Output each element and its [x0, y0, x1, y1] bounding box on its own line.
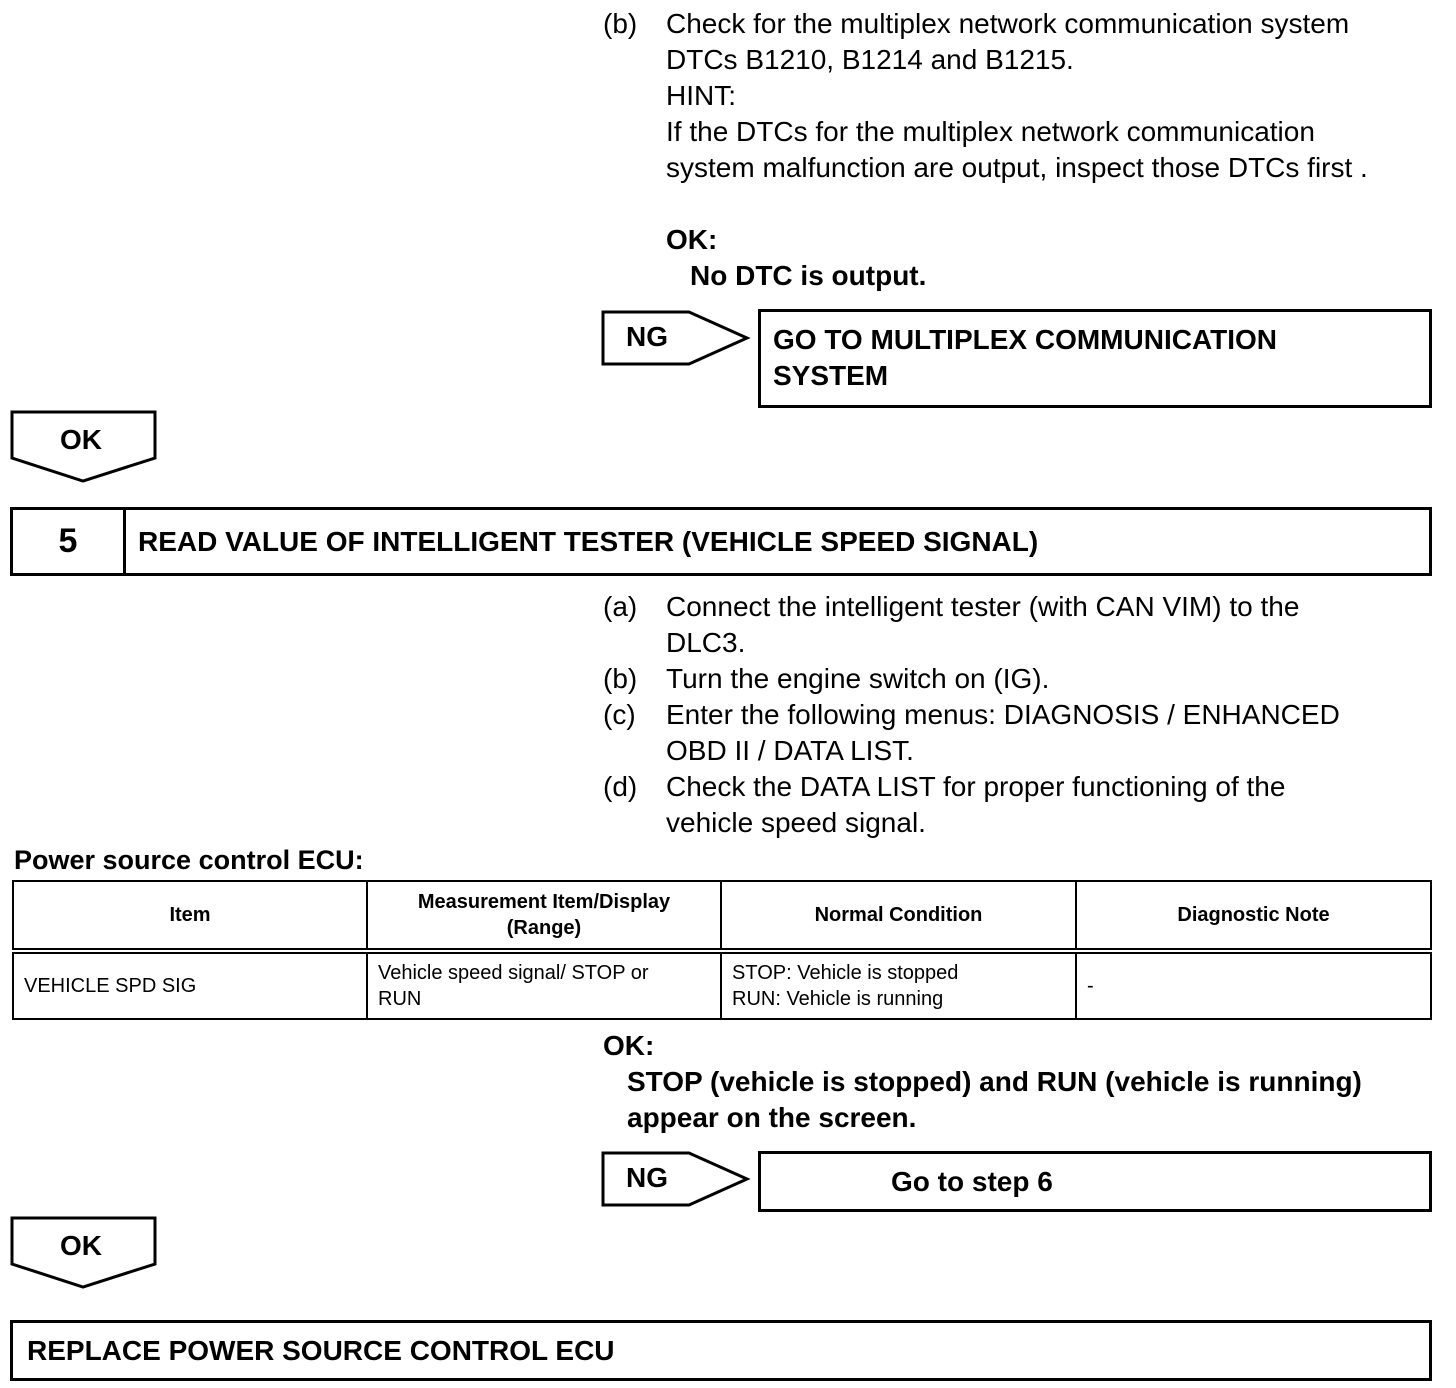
cell-text: RUN: Vehicle is running: [732, 988, 944, 1010]
final-action-title: REPLACE POWER SOURCE CONTROL ECU: [27, 1334, 615, 1366]
step-header: [10, 507, 1432, 576]
table-title: Power source control ECU:: [14, 845, 364, 875]
step-label: (b): [603, 8, 638, 39]
step-label: (d): [603, 771, 638, 802]
ng-arrow: [601, 310, 751, 366]
cell-text: STOP: Vehicle is stopped: [732, 962, 959, 984]
step-label: (a): [603, 591, 638, 622]
column-header-text: Measurement Item/Display: [417, 891, 671, 913]
step-number: 5: [13, 510, 126, 573]
step-title: READ VALUE OF INTELLIGENT TESTER (VEHICLE SPEED SIGNAL): [138, 525, 1039, 557]
ng-arrow-label: NG: [626, 321, 668, 352]
instruction-line: DTCs B1210, B1214 and B1215.: [666, 44, 1074, 75]
table-cell: [721, 951, 1076, 1019]
hint-label: HINT:: [666, 80, 736, 111]
instruction-line: OBD II / DATA LIST.: [666, 735, 914, 766]
instruction-line: Turn the engine switch on (IG).: [666, 663, 1050, 694]
ng-result-text: Go to step 6: [891, 1166, 1053, 1197]
cell-text: RUN: [378, 988, 422, 1010]
ng-arrow: [601, 1151, 751, 1207]
column-header-text: (Range): [506, 917, 582, 939]
data-list-table: [12, 880, 1432, 1020]
ng-result-text: GO TO MULTIPLEX COMMUNICATION: [773, 324, 1277, 355]
ng-result-box: [758, 309, 1432, 408]
table-row: [13, 951, 1431, 1019]
ok-condition-text: appear on the screen.: [627, 1102, 917, 1133]
table-header-row: [13, 881, 1431, 951]
step-label: (b): [603, 663, 638, 694]
ng-result-text: SYSTEM: [773, 360, 889, 391]
cell-text: Vehicle speed signal/ STOP or: [378, 962, 649, 984]
table-cell: VEHICLE SPD SIG: [13, 951, 367, 1019]
ok-condition-label: OK:: [666, 224, 718, 255]
instruction-line: Connect the intelligent tester (with CAN VIM) to the: [666, 591, 1300, 622]
instruction-line: DLC3.: [666, 627, 746, 658]
column-header: Item: [13, 881, 367, 951]
ok-condition-label: OK:: [603, 1030, 655, 1061]
instruction-line: Check the DATA LIST for proper functioning of the: [666, 771, 1286, 802]
hint-text: system malfunction are output, inspect those DTCs first .: [666, 152, 1368, 183]
instruction-line: Check for the multiplex network communication system: [666, 8, 1350, 39]
ok-condition-text: STOP (vehicle is stopped) and RUN (vehicle is running): [627, 1066, 1362, 1097]
column-header: Normal Condition: [721, 881, 1076, 951]
ok-arrow-label: OK: [60, 1230, 102, 1261]
ok-condition-text: No DTC is output.: [690, 260, 927, 291]
instruction-line: Enter the following menus: DIAGNOSIS / ENHANCED: [666, 699, 1340, 730]
final-action-box: [10, 1320, 1432, 1381]
column-header: [367, 881, 721, 951]
ng-arrow-label: NG: [626, 1162, 668, 1193]
table-cell: -: [1076, 951, 1431, 1019]
instruction-line: vehicle speed signal.: [666, 807, 926, 838]
ok-arrow-label: OK: [60, 424, 102, 455]
table-cell: [367, 951, 721, 1019]
ng-result-box: [758, 1151, 1432, 1212]
step-label: (c): [603, 699, 636, 730]
hint-text: If the DTCs for the multiplex network communication: [666, 116, 1315, 147]
column-header: Diagnostic Note: [1076, 881, 1431, 951]
